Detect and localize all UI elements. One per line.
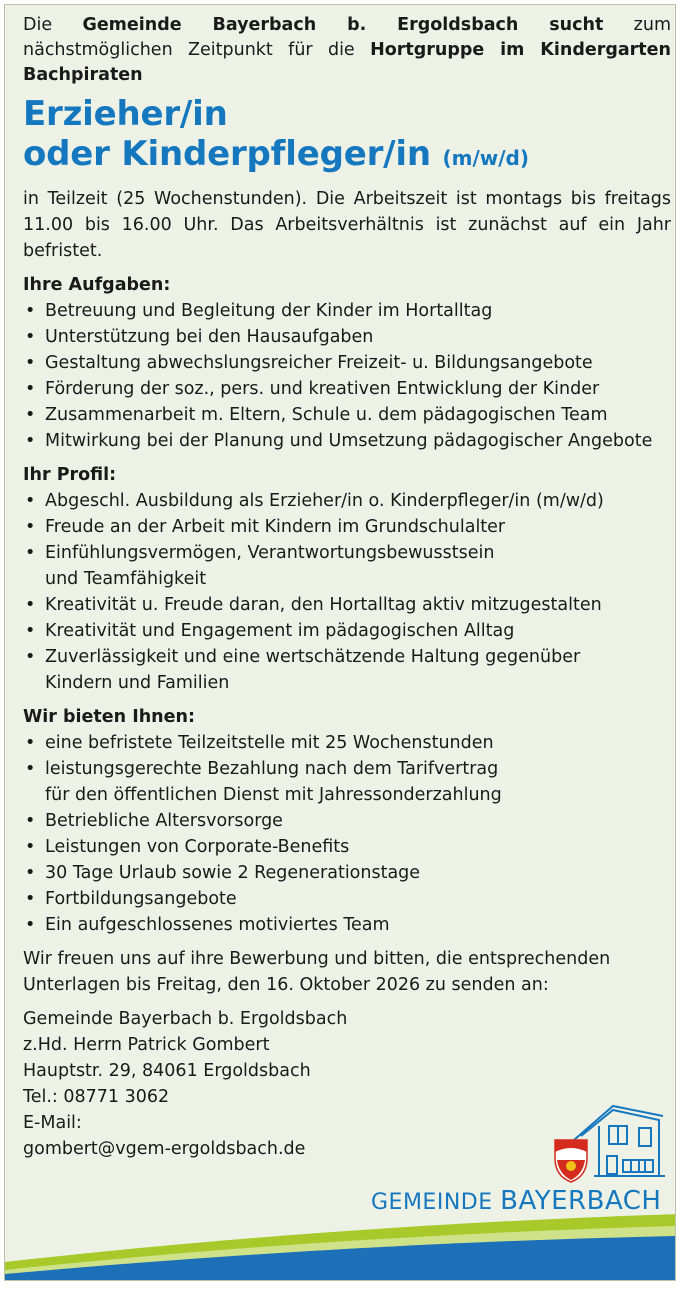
list-item: • Zusammenarbeit m. Eltern, Schule u. dem pädagogischen Team (25, 405, 608, 425)
list-item-text: Unterstützung bei den Hausaufgaben (45, 327, 374, 347)
list-item-text: Betreuung und Begleitung der Kinder im Hortalltag (45, 301, 493, 321)
job-title (23, 94, 671, 178)
list-item: • 30 Tage Urlaub sowie 2 Regenerationstage (25, 863, 421, 883)
list-item-text: Betriebliche Altersvorsorge (45, 811, 283, 831)
address-phone: Tel.: 08771 3062 (23, 1087, 170, 1107)
job-description: in Teilzeit (25 Wochenstunden). Die Arbeitszeit ist montags bis freitags 11.00 bis 16.00 Uhr. Das Arbeitsverhältnis ist zunächst auf ein Jahr befristet. (23, 189, 671, 261)
intro-part: Die (23, 15, 83, 35)
profile-heading: Ihr Profil: (23, 465, 117, 485)
profile-list (23, 488, 671, 696)
list-item: • Kreativität und Engagement im pädagogischen Alltag (25, 621, 515, 641)
tasks-list (23, 298, 671, 454)
address-street: Hauptstr. 29, 84061 Ergoldsbach (23, 1061, 311, 1081)
job-title-line2-text: oder Kinderpfleger/in (23, 134, 431, 174)
list-item: • Zuverlässigkeit und eine wertschätzende Haltung gegenüber Kindern und Familien (25, 647, 581, 693)
job-ad (4, 4, 676, 1281)
list-item-text: für den öffentlichen Dienst mit Jahressonderzahlung (45, 785, 502, 805)
list-item: • Abgeschl. Ausbildung als Erzieher/in o. Kinderpfleger/in (m/w/d) (25, 491, 604, 511)
list-item: • Gestaltung abwechslungsreicher Freizeit- u. Bildungsangebote (25, 353, 593, 373)
crest-icon (555, 1140, 587, 1182)
list-item-text: Leistungen von Corporate-Benefits (45, 837, 350, 857)
intro-employer: Gemeinde Bayerbach b. Ergoldsbach sucht (82, 15, 604, 35)
offer-heading: Wir bieten Ihnen: (23, 707, 195, 727)
list-item: • Förderung der soz., pers. und kreativen Entwicklung der Kinder (25, 379, 600, 399)
list-item-text: und Teamfähigkeit (45, 569, 207, 589)
list-item: • eine befristete Teilzeitstelle mit 25 Wochenstunden (25, 733, 494, 753)
list-item: • Freude an der Arbeit mit Kindern im Grundschulalter (25, 517, 506, 537)
list-item-text: 30 Tage Urlaub sowie 2 Regenerationstage (45, 863, 421, 883)
closing-text: Wir freuen uns auf ihre Bewerbung und bitten, die entsprechenden Unterlagen bis Freitag, den 16. Oktober 2026 zu senden an: (23, 949, 611, 995)
address-email-label: E-Mail: (23, 1113, 82, 1133)
list-item: • Ein aufgeschlossenes motiviertes Team (25, 915, 390, 935)
tasks-heading: Ihre Aufgaben: (23, 275, 171, 295)
decorative-wave (5, 1200, 676, 1280)
intro-group: Hortgruppe im Kindergarten Bachpiraten (23, 40, 672, 85)
list-item: • Leistungen von Corporate-Benefits (25, 837, 350, 857)
job-title-line1: Erzieher/in (23, 94, 228, 134)
list-item-text: Zuverlässigkeit und eine wertschätzende Haltung gegenüber (45, 647, 581, 667)
ad-content (23, 13, 671, 1162)
list-item-text: Kreativität u. Freude daran, den Hortalltag aktiv mitzugestalten (45, 595, 602, 615)
list-item-text: leistungsgerechte Bezahlung nach dem Tarifvertrag (45, 759, 499, 779)
list-item: • leistungsgerechte Bezahlung nach dem Tarifvertrag für den öffentlichen Dienst mit Jahressonderzahlung (25, 759, 502, 805)
list-item-text: Zusammenarbeit m. Eltern, Schule u. dem pädagogischen Team (45, 405, 608, 425)
list-item: • Unterstützung bei den Hausaufgaben (25, 327, 374, 347)
list-item-text: Einfühlungsvermögen, Verantwortungsbewusstsein (45, 543, 495, 563)
list-item: • Mitwirkung bei der Planung und Umsetzung pädagogischer Angebote (25, 431, 653, 451)
list-item: • Einfühlungsvermögen, Verantwortungsbewusstsein und Teamfähigkeit (25, 543, 495, 589)
list-item: • Kreativität u. Freude daran, den Hortalltag aktiv mitzugestalten (25, 595, 602, 615)
offer-list (23, 730, 671, 938)
email-link[interactable]: gombert@vgem-ergoldsbach.de (23, 1139, 306, 1159)
list-item-text: Mitwirkung bei der Planung und Umsetzung pädagogischer Angebote (45, 431, 653, 451)
list-item-text: Förderung der soz., pers. und kreativen Entwicklung der Kinder (45, 379, 600, 399)
list-item: • Fortbildungsangebote (25, 889, 237, 909)
address-org: Gemeinde Bayerbach b. Ergoldsbach (23, 1009, 348, 1029)
logo-word-bayerbach: BAYERBACH (500, 1186, 662, 1216)
list-item-text: Fortbildungsangebote (45, 889, 237, 909)
list-item-text: Abgeschl. Ausbildung als Erzieher/in o. Kinderpfleger/in (m/w/d) (45, 491, 604, 511)
list-item-text: Freude an der Arbeit mit Kindern im Grundschulalter (45, 517, 506, 537)
logo-word-gemeinde: GEMEINDE (371, 1190, 493, 1215)
gender-suffix: (m/w/d) (442, 146, 529, 170)
list-item-text: eine befristete Teilzeitstelle mit 25 Wochenstunden (45, 733, 494, 753)
job-title-line2 (23, 134, 671, 178)
intro-part: zum nächstmöglichen Zeitpunkt für die (23, 15, 671, 60)
list-item-text: Kreativität und Engagement im pädagogischen Alltag (45, 621, 515, 641)
list-item-text: Kindern und Familien (45, 673, 230, 693)
list-item-text: Gestaltung abwechslungsreicher Freizeit- u. Bildungsangebote (45, 353, 593, 373)
list-item: • Betreuung und Begleitung der Kinder im Hortalltag (25, 301, 493, 321)
address-attn: z.Hd. Herrn Patrick Gombert (23, 1035, 270, 1055)
list-item-text: Ein aufgeschlossenes motiviertes Team (45, 915, 390, 935)
list-item: • Betriebliche Altersvorsorge (25, 811, 283, 831)
intro-text (23, 13, 671, 88)
